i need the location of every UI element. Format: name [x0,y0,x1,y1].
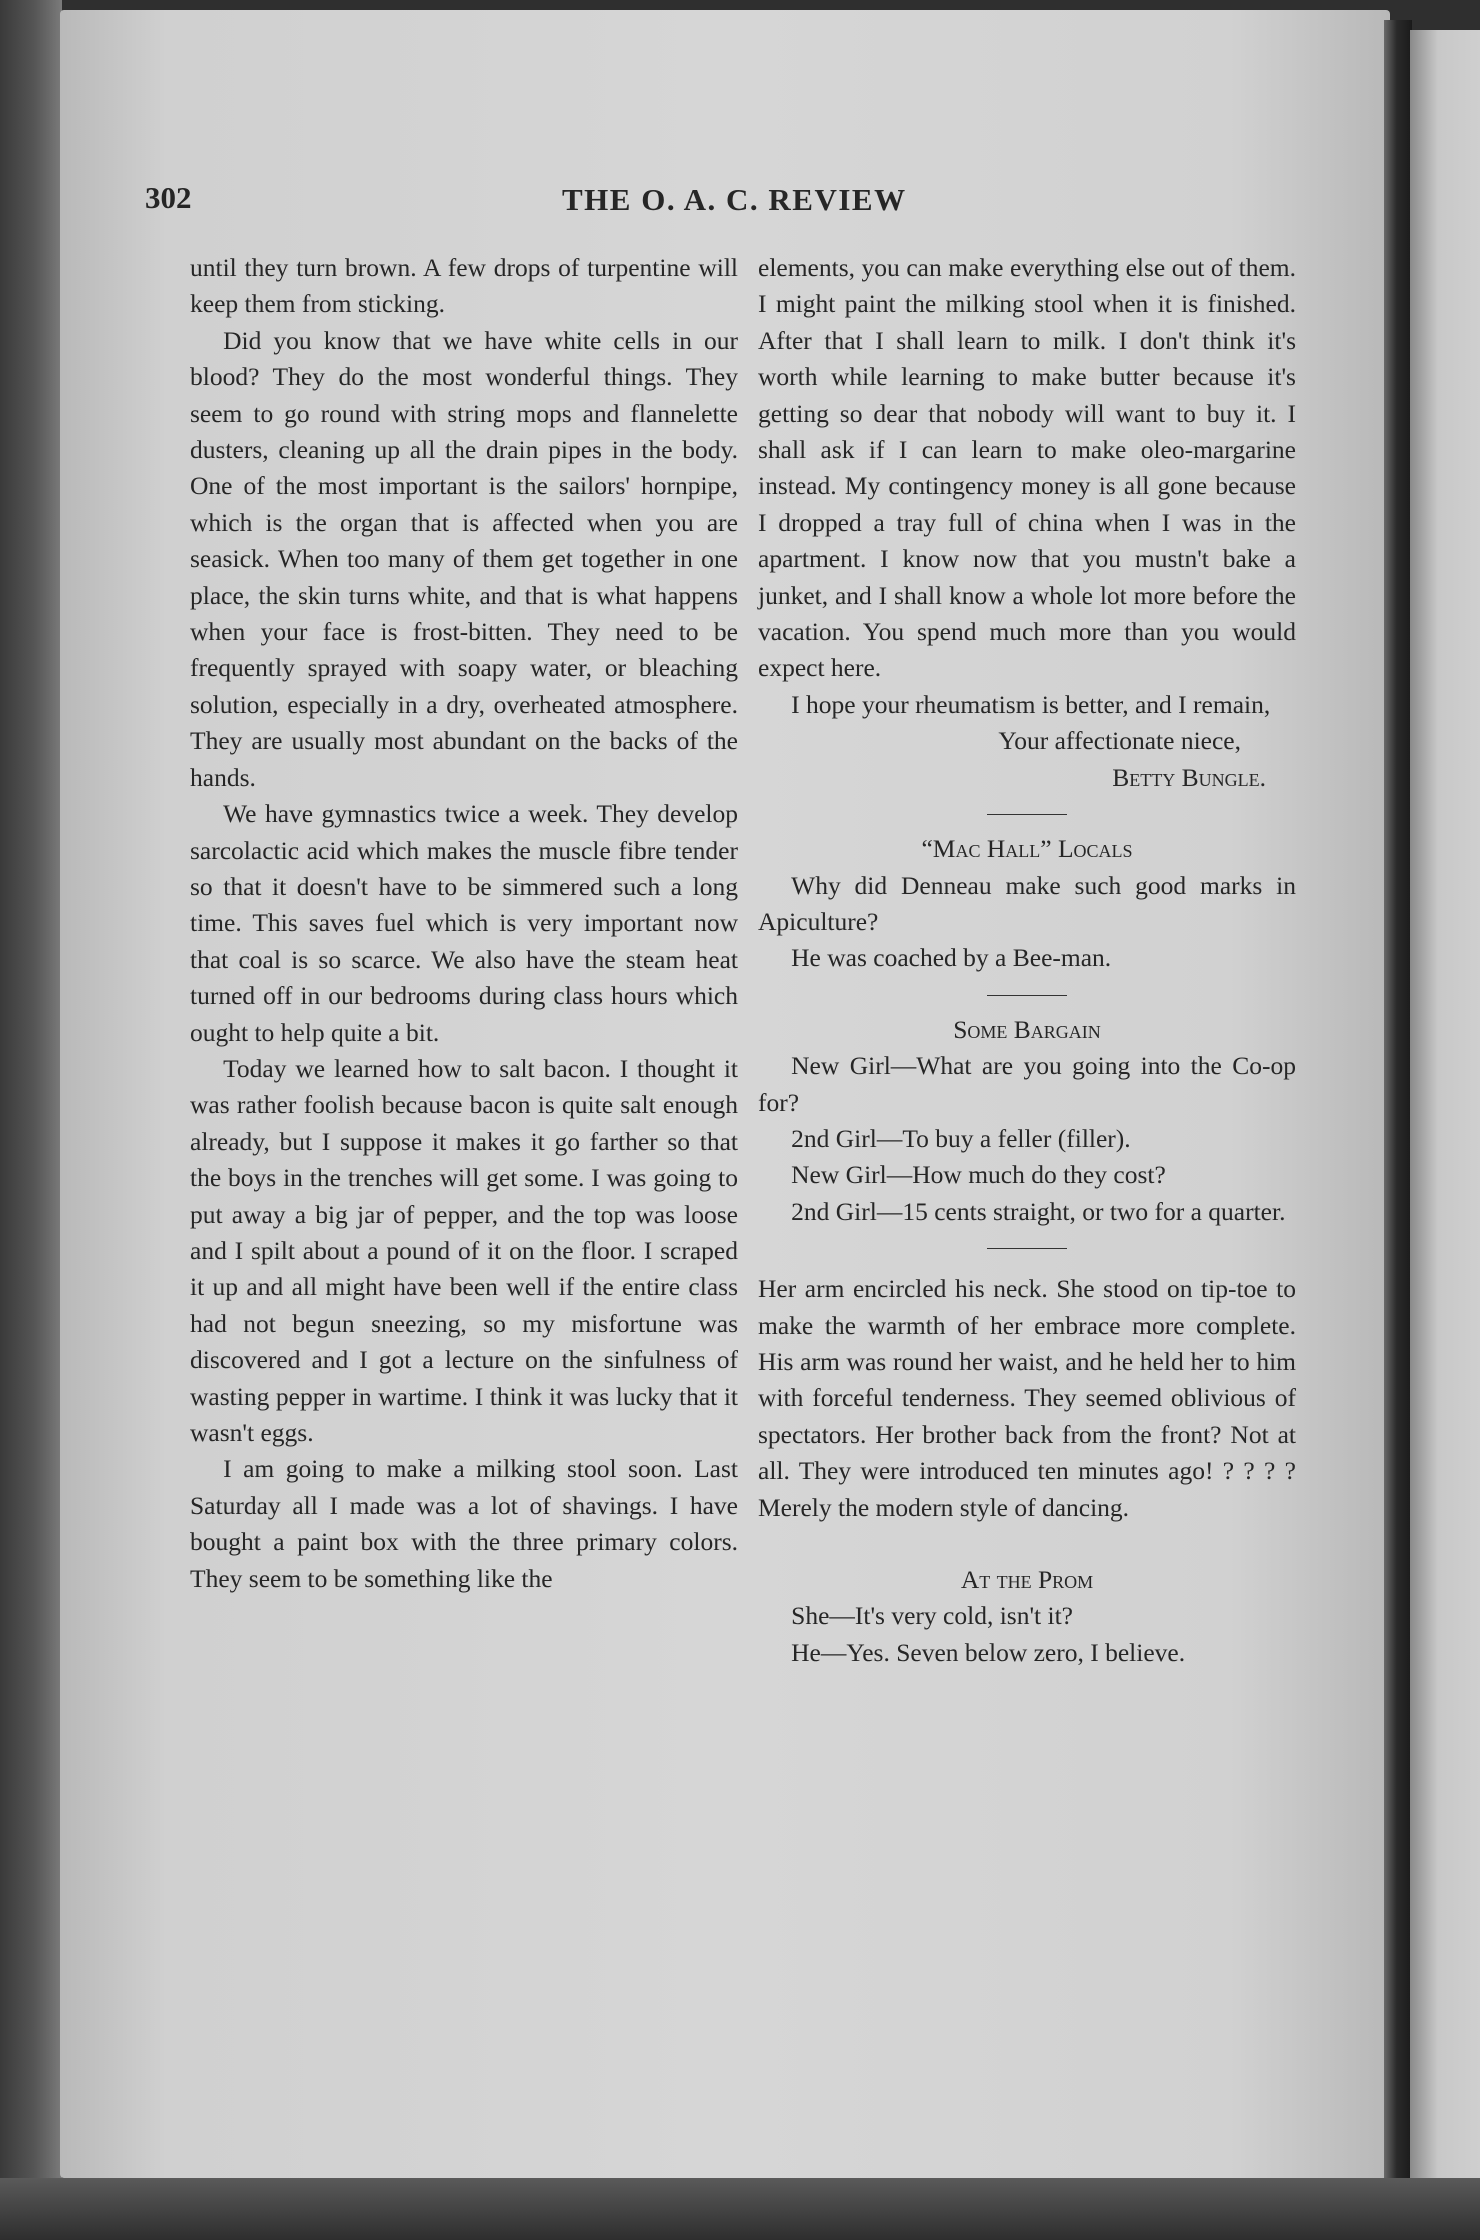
section-divider [987,814,1067,815]
left-paragraph-5: I am going to make a milking stool soon. Last Saturday all I made was a lot of shavings. I have bought a paint box with the three primary colors. They seem to be something like the [190,1454,738,1593]
dialogue-line: 2nd Girl—To buy a feller (filler). [791,1123,1131,1153]
dialogue-line: New Girl—What are you going into the Co-op for? [758,1051,1296,1117]
left-column [190,250,738,1597]
dialogue-line: He—Yes. Seven below zero, I believe. [791,1637,1186,1667]
left-paragraph-3: We have gymnastics twice a week. They develop sarcolactic acid which makes the muscle fibre tender so that it doesn't have to be simmered such a long time. This saves fuel which is very important now that coal is so scarce. We also have the steam heat turned off in our bedrooms during class hours which ought to help quite a bit. [190,799,738,1047]
next-page-edge [1410,30,1480,2180]
section-divider [987,995,1067,996]
section-heading-at-the-prom: At the Prom [960,1565,1094,1594]
page-number: 302 [145,180,192,215]
right-paragraph-1: elements, you can make everything else out of them. I might paint the milking stool when it is finished. After that I shall learn to milk. I don't think it's worth while learning to make butter because it's getting so dear that nobody will want to buy it. I shall ask if I can learn to make oleo-margarine instead. My contingency money is all gone because I dropped a tray full of china when I was in the apartment. I know now that you mustn't bake a junket, and I shall know a whole lot more before the vacation. You spend much more than you would expect here. [758,253,1296,683]
left-paragraph-2: Did you know that we have white cells in our blood? They do the most wonderful things. They seem to go round with string mops and flannelette dusters, cleaning up all the drain pipes in the body. One of the most important is the sailors' hornpipe, which is the organ that is affected when you are seasick. When too many of them get together in one place, the skin turns white, and that is what happens when your face is frost-bitten. They need to be frequently sprayed with soapy water, or bleaching solution, especially in a dry, overheated atmosphere. They are usually most abundant on the backs of the hands. [190,325,738,792]
section-divider [987,1248,1067,1249]
page-bottom-edge [0,2178,1480,2240]
dialogue-line: She—It's very cold, isn't it? [791,1601,1073,1631]
running-head: THE O. A. C. REVIEW [562,182,907,217]
joke-line: Why did Denneau make such good marks in Apiculture? [758,870,1296,936]
right-paragraph-2: I hope your rheumatism is better, and I remain, [791,689,1271,719]
left-paragraph-4: Today we learned how to salt bacon. I thought it was rather foolish because bacon is quite salt enough already, but I suppose it makes it go farther so that the boys in the trenches will get some. I was going to put away a big jar of pepper, and the top was loose and I spilt about a pound of it on the floor. I scraped it up and all might have been well if the entire class had not begun sneezing, so my misfortune was discovered and I got a lecture on the sinfulness of wasting pepper in wartime. I think it was lucky that it wasn't eggs. [190,1053,738,1447]
section-heading-mac-hall-locals: “Mac Hall” Locals [921,834,1133,864]
letter-signature: Betty Bungle. [1112,762,1266,792]
right-column [758,250,1296,1671]
dialogue-line: 2nd Girl—15 cents straight, or two for a quarter. [791,1196,1286,1226]
section-spacer [758,1526,1296,1562]
dancing-paragraph: Her arm encircled his neck. She stood on tip-toe to make the warmth of her embrace more complete. His arm was round her waist, and he held her to him with forceful tenderness. They seemed oblivious of spectators. Her brother back from the front? Not at all. They were introduced ten minutes ago! ? ? ? ? Merely the modern style of dancing. [758,1274,1296,1522]
section-heading-some-bargain: Some Bargain [953,1014,1101,1044]
left-paragraph-1: until they turn brown. A few drops of turpentine will keep them from sticking. [190,253,738,319]
joke-line: He was coached by a Bee-man. [791,943,1112,973]
letter-closing: Your affectionate niece, [998,726,1241,756]
book-gutter [1384,20,1412,2190]
dialogue-line: New Girl—How much do they cost? [791,1160,1166,1190]
book-binding-left [0,0,62,2240]
